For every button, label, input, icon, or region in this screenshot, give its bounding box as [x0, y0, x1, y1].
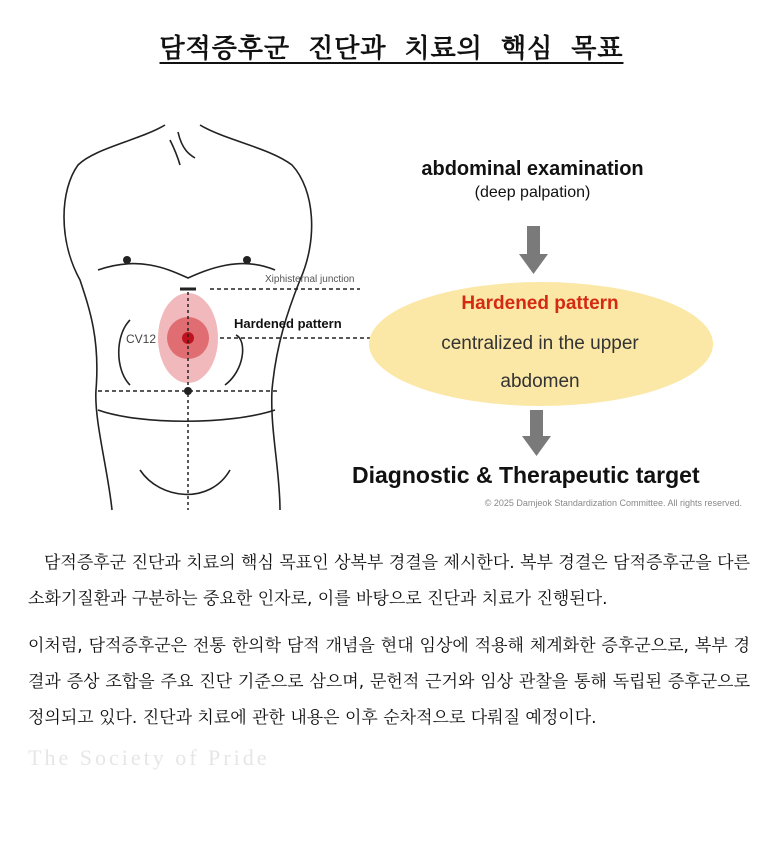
ellipse-line-2: abdomen [500, 371, 580, 392]
exam-subtitle: (deep palpation) [474, 184, 591, 201]
nipple-right [243, 256, 251, 264]
cv12-label: CV12 [126, 332, 157, 346]
copyright: © 2025 Damjeok Standardization Committee. All rights reserved. [484, 498, 742, 508]
page-title-text: 담적증후군 진단과 치료의 핵심 목표 [159, 34, 624, 64]
hardened-pattern-label: Hardened pattern [234, 316, 342, 331]
xiphisternal-label: Xiphisternal junction [265, 274, 355, 285]
exam-title: abdominal examination [421, 158, 644, 180]
arrow-down-icon [522, 410, 551, 456]
watermark: The Society of Pride [28, 745, 270, 770]
paragraph-1: 담적증후군 진단과 치료의 핵심 목표인 상복부 경결을 제시한다. 복부 경결은 담적증후군을 다른 소화기질환과 구분하는 중요한 인자로, 이를 바탕으로 진단과 치료가 진행된다. [28, 553, 750, 609]
ellipse-title: Hardened pattern [461, 293, 619, 314]
body-text [28, 545, 750, 772]
paragraph-2: 이처럼, 담적증후군은 전통 한의학 담적 개념을 현대 임상에 적용해 체계화한 증후군으로, 복부 경결과 증상 조합을 주요 진단 기준으로 삼으며, 문헌적 근거와 임상 관찰을 통해 독립된 증후군으로 정의되고 있다. 진단과 치료에 관한 내용은 이후 순차적으로 다뤄질 예정이다. [28, 636, 750, 728]
arrow-down-icon [519, 226, 548, 274]
ellipse-line-1: centralized in the upper [441, 333, 639, 354]
nipple-left [123, 256, 131, 264]
target-heading: Diagnostic & Therapeutic target [352, 462, 700, 488]
page-title [0, 28, 783, 65]
